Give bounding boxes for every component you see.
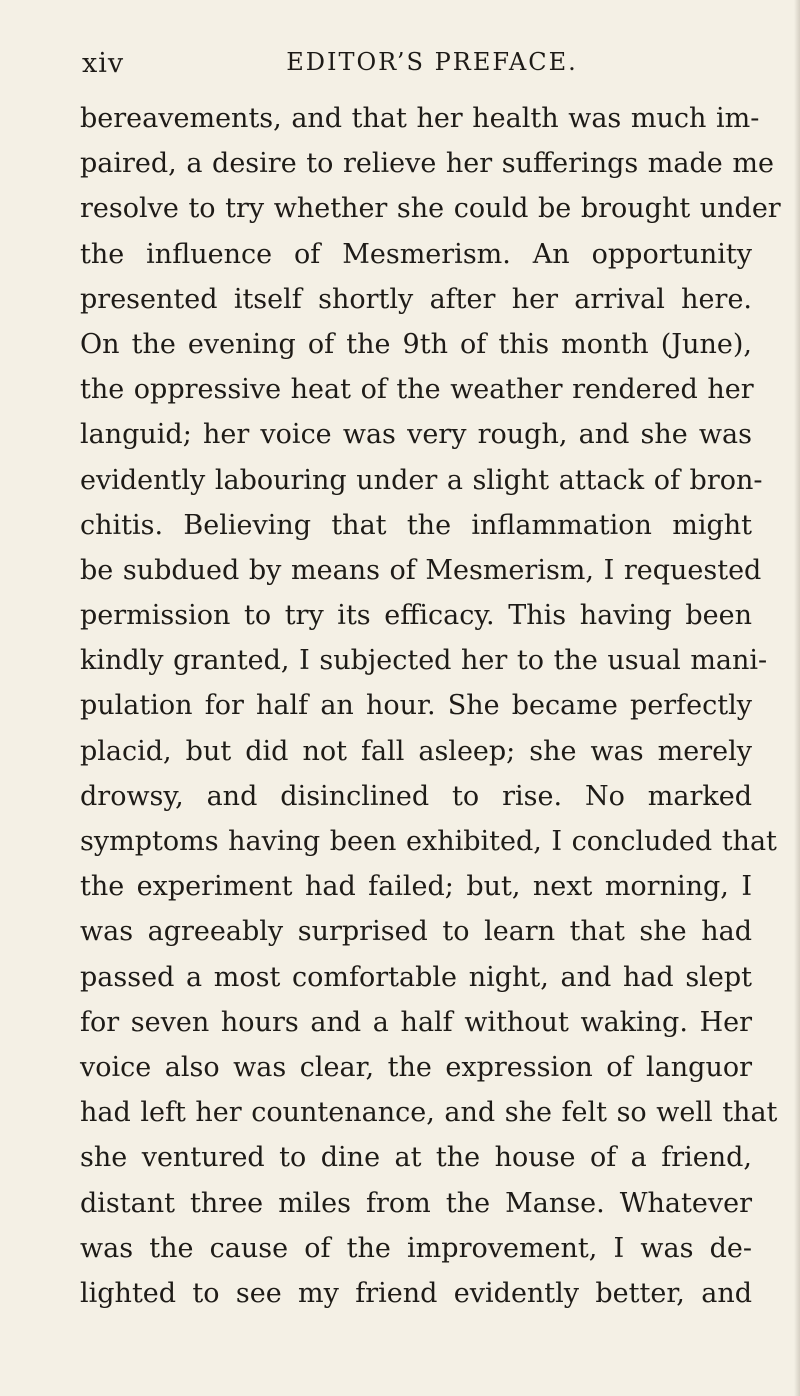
text-line: chitis. Believing that the inflammation might (80, 509, 752, 541)
text-line: she ventured to dine at the house of a friend, (80, 1142, 752, 1174)
text-line: resolve to try whether she could be brought under (80, 193, 781, 225)
text-line: for seven hours and a half without waking. Her (80, 1006, 752, 1038)
text-line: pulation for half an hour. She became perfectly (80, 690, 752, 722)
text-line: On the evening of the 9th of this month (June), (80, 328, 752, 360)
text-line: had left her countenance, and she felt so well that (80, 1097, 778, 1129)
text-line: was agreeably surprised to learn that she had (80, 916, 752, 948)
text-line: distant three miles from the Manse. Whatever (80, 1187, 752, 1219)
text-line: presented itself shortly after her arrival here. (80, 283, 752, 315)
text-line: be subdued by means of Mesmerism, I requested (80, 554, 762, 586)
text-line: was the cause of the improvement, I was de- (80, 1232, 752, 1264)
text-line: evidently labouring under a slight attack of bron- (80, 464, 763, 496)
text-line: bereavements, and that her health was much im- (80, 103, 760, 134)
text-line: lighted to see my friend evidently better, and (80, 1277, 752, 1309)
text-line: the oppressive heat of the weather rendered her (80, 374, 754, 406)
text-line: symptoms having been exhibited, I concluded that (80, 826, 777, 857)
text-line: paired, a desire to relieve her sufferings made me (80, 148, 774, 180)
page-edge-shadow (794, 0, 800, 1396)
page-number: xiv (82, 48, 125, 79)
text-line: passed a most comfortable night, and had slept (80, 961, 752, 993)
text-line: drowsy, and disinclined to rise. No marked (80, 780, 752, 812)
running-head (82, 48, 742, 88)
text-line: the experiment had failed; but, next morning, I (80, 871, 752, 903)
text-line: the influence of Mesmerism. An opportunity (80, 238, 752, 270)
text-line: placid, but did not fall asleep; she was merely (80, 735, 752, 767)
body-text (80, 96, 781, 1316)
text-line: kindly granted, I subjected her to the usual mani- (80, 645, 768, 677)
text-line: permission to try its efficacy. This having been (80, 600, 752, 632)
text-line: languid; her voice was very rough, and she was (80, 419, 752, 451)
text-line: voice also was clear, the expression of languor (80, 1051, 752, 1083)
running-title: EDITOR’S PREFACE. (286, 48, 578, 76)
